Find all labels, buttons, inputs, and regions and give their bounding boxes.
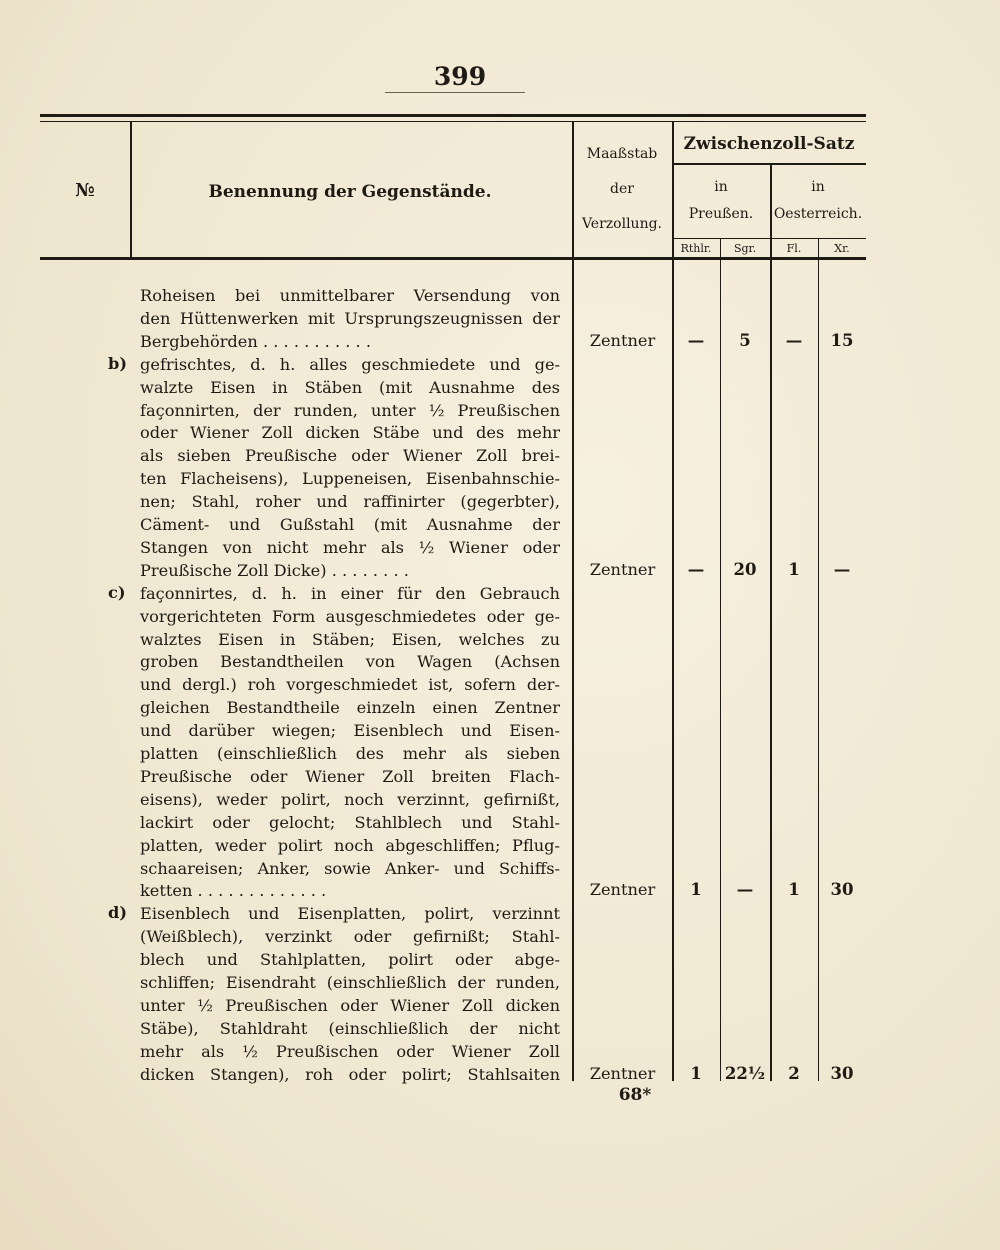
fl-cell: 1	[788, 880, 800, 900]
text-line: platten (einschließlich des mehr als sieben	[140, 744, 560, 763]
rthlr-cell: —	[687, 559, 705, 579]
unit-cell: Zentner	[589, 880, 656, 900]
page-number: 399	[433, 62, 487, 91]
prussia-header-1: in	[714, 179, 728, 195]
text-line: Cäment- und Gußstahl (mit Ausnahme der	[140, 515, 560, 534]
text-line: groben Bestandtheilen von Wagen (Achsen	[140, 652, 560, 672]
text-line: schaareisen; Anker, sowie Anker- und Schiffs-	[140, 858, 560, 878]
text-line: walzte Eisen in Stäben (mit Ausnahme des	[140, 377, 560, 397]
unit-cell: Zentner	[589, 559, 656, 579]
text-line: Stäbe), Stahldraht (einschließlich der nicht	[140, 1018, 560, 1038]
unit-xr: Xr.	[834, 242, 850, 255]
column-divider-4	[770, 163, 772, 1081]
column-divider-2	[572, 121, 574, 1081]
fl-cell: 1	[788, 559, 800, 579]
xr-cell: 30	[830, 1063, 854, 1083]
table-top-rule-thin	[40, 121, 866, 122]
designation-header: Benennung der Gegenstände.	[208, 182, 492, 202]
unit-fl: Fl.	[786, 242, 802, 255]
transit-duty-header: Zwischenzoll-Satz	[683, 134, 855, 154]
xr-cell: 15	[830, 330, 854, 350]
text-line: Bergbehörden . . . . . . . . . . .	[140, 331, 371, 351]
text-line: vorgerichteten Form ausgeschmiedetes oder ge-	[140, 606, 560, 626]
unit-cell: Zentner	[589, 330, 656, 350]
text-line: ketten . . . . . . . . . . . . .	[140, 881, 327, 901]
fl-cell: —	[785, 330, 803, 350]
sgr-cell: 5	[739, 330, 751, 350]
item-label: d)	[108, 903, 127, 923]
page-number-rule	[385, 92, 525, 93]
text-line: Roheisen bei unmittelbarer Versendung von	[140, 286, 560, 305]
column-divider-3	[672, 121, 674, 1081]
table-top-rule	[40, 114, 866, 117]
rthlr-cell: —	[687, 330, 705, 350]
austria-header-2: Oesterreich.	[773, 206, 863, 222]
column-divider-1	[130, 121, 132, 257]
text-line: mehr als ½ Preußischen oder Wiener Zoll	[140, 1041, 560, 1061]
text-line: als sieben Preußische oder Wiener Zoll brei-	[140, 446, 560, 466]
text-line: Preußische oder Wiener Zoll breiten Flach-	[140, 766, 560, 786]
transit-header-rule	[672, 163, 866, 165]
text-line: unter ½ Preußischen oder Wiener Zoll dicken	[140, 995, 560, 1015]
text-line: gefrischtes, d. h. alles geschmiedete und ge-	[140, 354, 560, 374]
signature-mark: 68*	[618, 1085, 652, 1105]
text-line: eisens), weder polirt, noch verzinnt, gefirnißt,	[140, 789, 560, 809]
unit-sgr: Sgr.	[733, 242, 757, 255]
text-line: façonnirtes, d. h. in einer für den Gebrauch	[140, 583, 560, 603]
austria-header-1: in	[811, 179, 825, 195]
number-header: №	[75, 180, 95, 201]
text-line: den Hüttenwerken mit Ursprungszeugnissen der	[140, 308, 560, 328]
text-line: walztes Eisen in Stäben; Eisen, welches zu	[140, 629, 560, 649]
text-line: blech und Stahlplatten, polirt oder abge-	[140, 950, 560, 970]
xr-cell: 30	[830, 880, 854, 900]
sgr-cell: 20	[733, 559, 757, 579]
header-bottom-rule	[40, 257, 866, 260]
measure-header-2: der	[610, 181, 634, 197]
text-line: dicken Stangen), roh oder polirt; Stahlsaiten	[140, 1064, 560, 1084]
measure-header-1: Maaßstab	[586, 146, 658, 162]
column-divider-6	[818, 238, 819, 1081]
text-line: platten, weder polirt noch abgeschliffen; Pflug-	[140, 835, 560, 855]
sgr-cell: 22½	[724, 1063, 766, 1083]
column-divider-5	[720, 238, 721, 1081]
fl-cell: 2	[788, 1063, 800, 1083]
text-line: nen; Stahl, roher und raffinirter (gegerbter),	[140, 492, 560, 512]
sgr-cell: —	[736, 880, 754, 900]
text-line: Stangen von nicht mehr als ½ Wiener oder	[140, 537, 560, 557]
prussia-header-2: Preußen.	[688, 206, 754, 222]
text-line: schliffen; Eisendraht (einschließlich der runden,	[140, 973, 560, 992]
text-line: und darüber wiegen; Eisenblech und Eisen-	[140, 721, 560, 741]
rthlr-cell: 1	[690, 880, 702, 900]
rthlr-cell: 1	[690, 1063, 702, 1083]
xr-cell: —	[833, 559, 851, 579]
units-rule	[672, 238, 866, 239]
item-label: b)	[108, 353, 127, 373]
text-line: façonnirten, der runden, unter ½ Preußischen	[140, 400, 560, 420]
text-line: oder Wiener Zoll dicken Stäbe und des mehr	[140, 423, 560, 443]
item-label: c)	[108, 582, 126, 602]
text-line: und dergl.) roh vorgeschmiedet ist, sofern der-	[140, 675, 560, 695]
text-line: Eisenblech und Eisenplatten, polirt, verzinnt	[140, 904, 560, 924]
unit-rthlr: Rthlr.	[680, 242, 712, 255]
text-line: (Weißblech), verzinkt oder gefirnißt; Stahl-	[140, 927, 560, 947]
unit-cell: Zentner	[589, 1063, 656, 1083]
text-line: gleichen Bestandtheile einzeln einen Zentner	[140, 698, 560, 718]
measure-header-3: Verzollung.	[581, 216, 662, 232]
text-line: ten Flacheisens), Luppeneisen, Eisenbahnschie-	[140, 469, 560, 489]
text-line: Preußische Zoll Dicke) . . . . . . . .	[140, 560, 409, 580]
text-line: lackirt oder gelocht; Stahlblech und Stahl-	[140, 812, 560, 832]
